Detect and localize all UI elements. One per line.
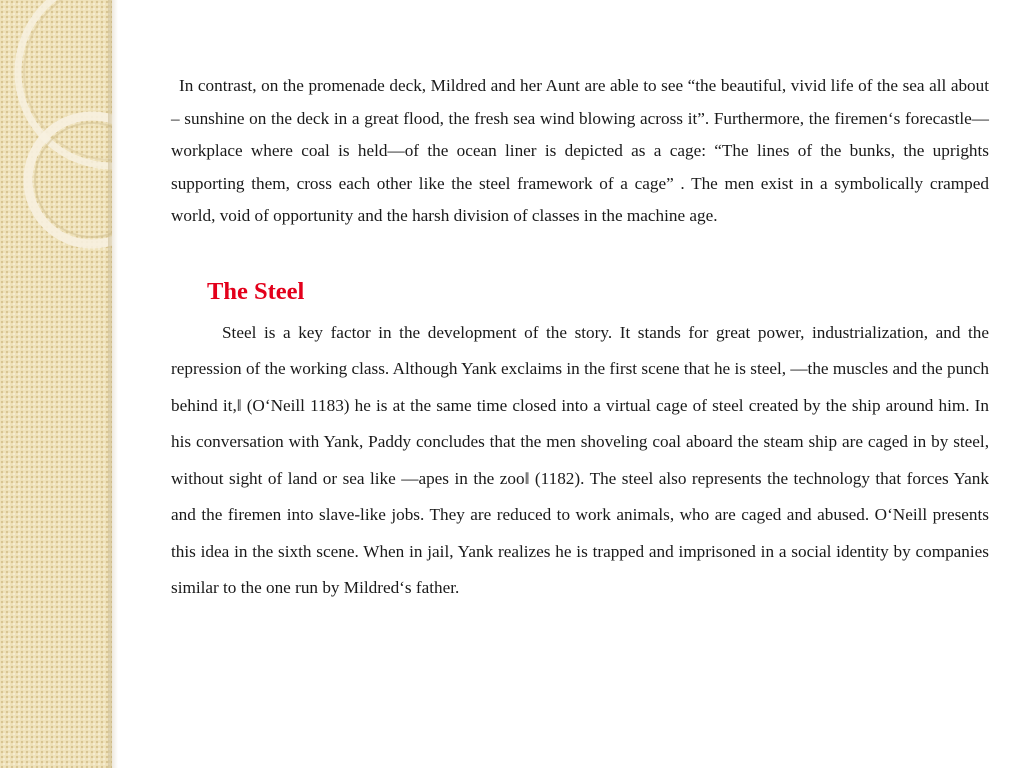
section-heading: The Steel: [207, 277, 305, 305]
decorative-rings: [0, 0, 112, 768]
decorative-side-panel: [0, 0, 112, 768]
side-panel-shadow: [108, 0, 118, 768]
paragraph-steel: Steel is a key factor in the development of the story. It stands for great power, industrialization, and the repression of the working class. Although Yank exclaims in the first scene that he is steel, —the muscles and the punch behind it,‖ (O‘Neill 1183) he is at the same time closed into a virtual cage of steel created by the ship around him. In his conversation with Yank, Paddy concludes that the men shoveling coal aboard the steam ship are caged in by steel, without sight of land or sea like —apes in the zoo‖ (1182). The steel also represents the technology that forces Yank and the firemen into slave-like jobs. They are reduced to work animals, who are caged and abused. O‘Neill presents this idea in the sixth scene. When in jail, Yank realizes he is trapped and imprisoned in a social identity by companies similar to the one run by Mildred‘s father.: [171, 322, 989, 597]
paragraph-contrast: In contrast, on the promenade deck, Mildred and her Aunt are able to see “the beautiful, vivid life of the sea all about – sunshine on the deck in a great flood, the fresh sea wind blowing across it”. Furthermore, the firemen‘s forecastle— workplace where coal is held—of the ocean liner is depicted as a cage: “The lines of the bunks, the uprights supporting them, cross each other like the steel framework of a cage” . The men exist in a symbolically cramped world, void of opportunity and the harsh division of classes in the machine age.: [171, 76, 989, 225]
decorative-ring-large: [18, 0, 112, 166]
decorative-ring-small: [28, 116, 112, 244]
slide-body: [171, 70, 989, 607]
decorative-ring-large-shadow: [24, 0, 112, 160]
